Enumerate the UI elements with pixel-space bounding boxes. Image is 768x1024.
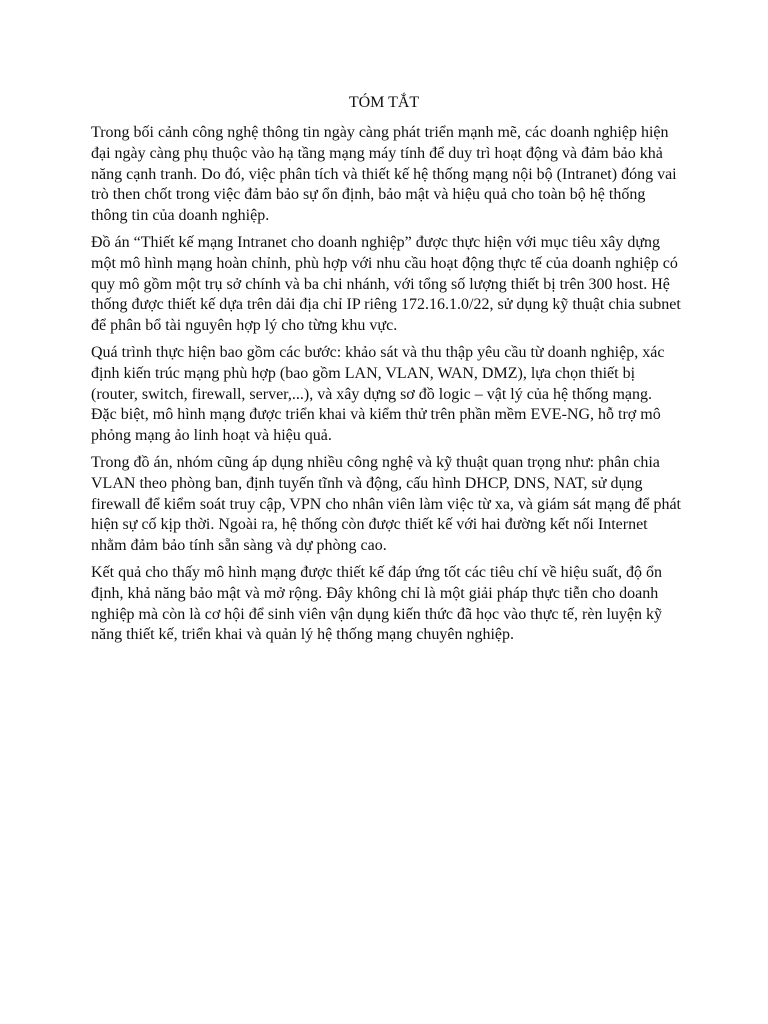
paragraph-5: Kết quả cho thấy mô hình mạng được thiết kế đáp ứng tốt các tiêu chí về hiệu suất, độ ổn định, khả năng bảo mật và mở rộng. Đây không chỉ là một giải pháp thực tiễn cho doanh nghiệp mà còn là cơ hội để sinh viên vận dụng kiến thức đã học vào thực tế, rèn luyện kỹ năng thiết kế, triển khai và quản lý hệ thống mạng chuyên nghiệp. — [91, 563, 662, 644]
paragraph-2: Đồ án “Thiết kế mạng Intranet cho doanh nghiệp” được thực hiện với mục tiêu xây dựng một mô hình mạng hoàn chỉnh, phù hợp với nhu cầu hoạt động thực tế của doanh nghiệp có quy mô gồm một trụ sở chính và ba chi nhánh, với tổng số lượng thiết bị trên 300 host. Hệ thống được thiết kế dựa trên dải địa chỉ IP riêng 172.16.1.0/22, sử dụng kỹ thuật chia subnet để phân bổ tài nguyên hợp lý cho từng khu vực. — [91, 233, 681, 335]
paragraph-3: Quá trình thực hiện bao gồm các bước: khảo sát và thu thập yêu cầu từ doanh nghiệp, xác định kiến trúc mạng phù hợp (bao gồm LAN, VLAN, WAN, DMZ), lựa chọn thiết bị (router, switch, firewall, server,...), và xây dựng sơ đồ logic – vật lý của hệ thống mạng. Đặc biệt, mô hình mạng được triển khai và kiểm thử trên phần mềm EVE-NG, hỗ trợ mô phỏng mạng ảo linh hoạt và hiệu quả. — [91, 343, 665, 445]
paragraph-4: Trong đồ án, nhóm cũng áp dụng nhiều công nghệ và kỹ thuật quan trọng như: phân chia VLAN theo phòng ban, định tuyến tĩnh và động, cấu hình DHCP, DNS, NAT, sử dụng firewall để kiểm soát truy cập, VPN cho nhân viên làm việc từ xa, và giám sát mạng để phát hiện sự cố kịp thời. Ngoài ra, hệ thống còn được thiết kế với hai đường kết nối Internet nhằm đảm bảo tính sẵn sàng và dự phòng cao. — [91, 453, 681, 555]
paragraph-1: Trong bối cảnh công nghệ thông tin ngày càng phát triển mạnh mẽ, các doanh nghiệp hiện đại ngày càng phụ thuộc vào hạ tầng mạng máy tính để duy trì hoạt động và đảm bảo khả năng cạnh tranh. Do đó, việc phân tích và thiết kế hệ thống mạng nội bộ (Intranet) đóng vai trò then chốt trong việc đảm bảo sự ổn định, bảo mật và hiệu quả cho toàn bộ hệ thống thông tin của doanh nghiệp. — [91, 124, 677, 225]
document-title: TÓM TẮT — [348, 94, 420, 111]
